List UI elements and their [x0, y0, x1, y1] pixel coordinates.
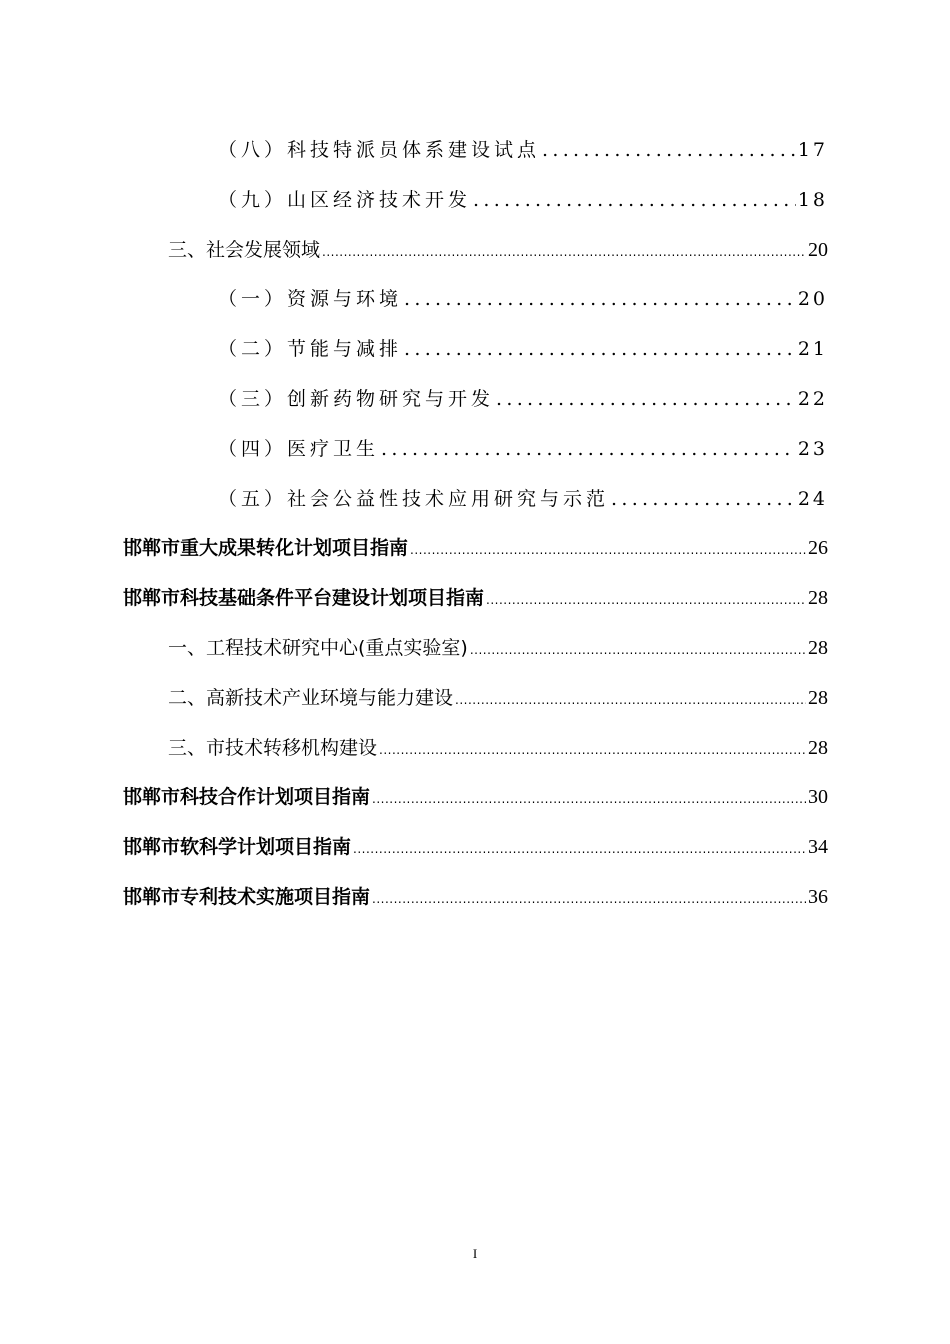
- toc-entry-page: 21: [797, 338, 828, 361]
- toc-entry[interactable]: [218, 275, 828, 325]
- toc-entry[interactable]: [218, 126, 828, 176]
- toc-entry[interactable]: [168, 226, 828, 276]
- dot-leader: [404, 325, 796, 375]
- toc-entry-page: 18: [797, 188, 828, 211]
- toc-entry-page: 28: [808, 636, 828, 659]
- toc-entry[interactable]: [218, 425, 828, 475]
- toc-entry-title: （九）山区经济技术开发: [218, 188, 472, 211]
- toc-entry-page: 26: [808, 537, 828, 560]
- toc-entry[interactable]: [168, 724, 828, 774]
- toc-entry-page: 23: [797, 437, 828, 460]
- toc-entry[interactable]: [123, 773, 828, 823]
- toc-entry-title: （八）科技特派员体系建设试点: [218, 139, 541, 161]
- toc-entry-page: 20: [808, 238, 828, 261]
- toc-entry[interactable]: [123, 574, 828, 624]
- dot-leader: [372, 775, 806, 825]
- toc-entry[interactable]: [123, 823, 828, 873]
- toc-entry-title: 邯郸市软科学计划项目指南: [123, 836, 352, 859]
- toc-entry-title: 邯郸市科技合作计划项目指南: [123, 786, 371, 809]
- dot-leader: [542, 126, 796, 176]
- toc-entry-title: 二、高新技术产业环境与能力建设: [168, 686, 454, 709]
- toc-entry-page: 36: [808, 885, 828, 908]
- table-of-contents: [0, 126, 950, 923]
- toc-entry-page: 30: [808, 786, 828, 809]
- toc-entry-page: 24: [797, 487, 828, 510]
- toc-entry-title: （二）节能与减排: [218, 338, 403, 361]
- page-number: I: [472, 1246, 478, 1261]
- dot-leader: [486, 576, 806, 626]
- toc-entry[interactable]: [218, 176, 828, 226]
- dot-leader: [473, 176, 796, 226]
- dot-leader: [470, 626, 806, 676]
- dot-leader: [353, 825, 806, 875]
- toc-entry-title: 三、市技术转移机构建设: [168, 736, 378, 759]
- toc-entry-title: （四）医疗卫生: [218, 437, 380, 460]
- dot-leader: [381, 425, 796, 475]
- dot-leader: [611, 475, 796, 525]
- toc-entry-title: 三、社会发展领域: [168, 238, 321, 261]
- toc-entry[interactable]: [218, 325, 828, 375]
- dot-leader: [410, 526, 806, 576]
- dot-leader: [455, 676, 806, 726]
- toc-entry[interactable]: [123, 524, 828, 574]
- toc-entry[interactable]: [168, 674, 828, 724]
- dot-leader: [496, 375, 796, 425]
- toc-entry[interactable]: [168, 624, 828, 674]
- toc-entry-title: （五）社会公益性技术应用研究与示范: [218, 487, 610, 510]
- dot-leader: [379, 726, 806, 776]
- toc-entry-page: 20: [797, 288, 828, 311]
- dot-leader: [322, 228, 806, 278]
- toc-entry-title: （一）资源与环境: [218, 288, 403, 311]
- toc-entry-page: 28: [808, 736, 828, 759]
- toc-entry[interactable]: [218, 375, 828, 425]
- toc-entry-title: 邯郸市科技基础条件平台建设计划项目指南: [123, 587, 485, 610]
- toc-entry-title: 一、工程技术研究中心(重点实验室): [168, 636, 468, 659]
- toc-entry-page: 28: [808, 686, 828, 709]
- dot-leader: [372, 875, 806, 925]
- toc-entry[interactable]: [218, 475, 828, 525]
- toc-entry-title: （三）创新药物研究与开发: [218, 387, 495, 410]
- toc-entry-page: 22: [797, 387, 828, 410]
- dot-leader: [404, 275, 796, 325]
- toc-entry[interactable]: [123, 873, 828, 923]
- toc-entry-page: 34: [808, 836, 828, 859]
- toc-entry-page: 28: [808, 587, 828, 610]
- toc-entry-title: 邯郸市重大成果转化计划项目指南: [123, 537, 409, 560]
- toc-entry-title: 邯郸市专利技术实施项目指南: [123, 885, 371, 908]
- toc-entry-page: 17: [797, 139, 828, 161]
